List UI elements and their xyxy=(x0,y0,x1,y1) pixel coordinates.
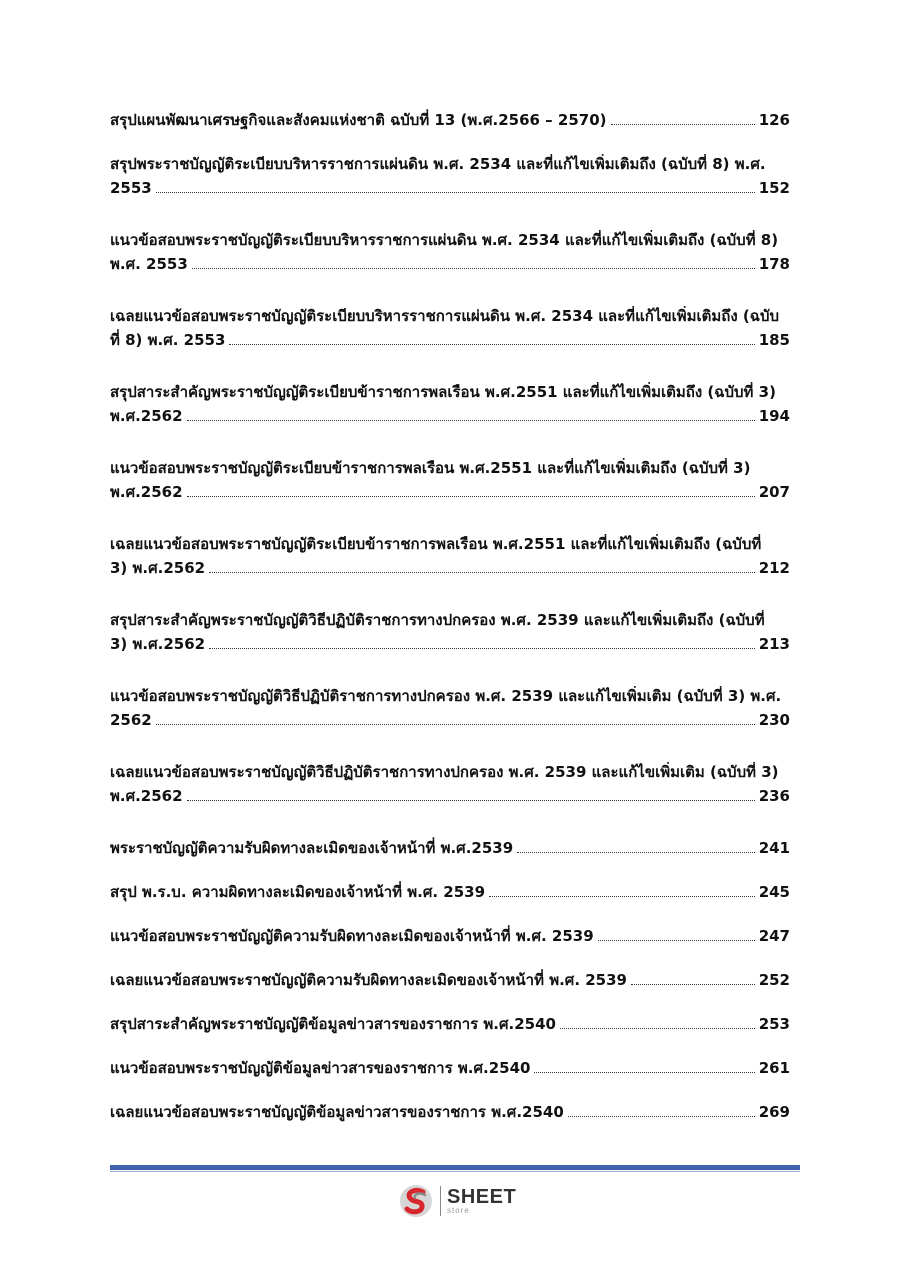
toc-entry[interactable] xyxy=(110,1014,790,1038)
footer-rule-thin xyxy=(110,1171,800,1172)
dot-leader xyxy=(598,940,755,941)
toc-page-number: 126 xyxy=(758,111,790,129)
toc-page-number: 245 xyxy=(758,883,790,901)
toc-entry[interactable] xyxy=(110,458,790,514)
toc-page-number: 178 xyxy=(758,255,790,273)
dot-leader xyxy=(489,896,755,897)
toc-entry-title-cont: พ.ศ. 2553 xyxy=(110,255,188,273)
toc-page-number: 213 xyxy=(758,635,790,653)
toc-page-number: 207 xyxy=(758,483,790,501)
toc-page-number: 247 xyxy=(758,927,790,945)
dot-leader xyxy=(631,984,755,985)
toc-entry-title-cont: พ.ศ.2562 xyxy=(110,787,183,805)
dot-leader xyxy=(560,1028,755,1029)
footer-brand xyxy=(398,1183,516,1219)
toc-entry-title: พระราชบัญญัติความรับผิดทางละเมิดของเจ้าหน้าที่ พ.ศ.2539 xyxy=(110,839,514,857)
toc-entry-title-cont: พ.ศ.2562 xyxy=(110,407,183,425)
toc-entry-title: แนวข้อสอบพระราชบัญญัติข้อมูลข่าวสารของราชการ พ.ศ.2540 xyxy=(110,1059,531,1077)
toc-entry-title: แนวข้อสอบพระราชบัญญัติความรับผิดทางละเมิดของเจ้าหน้าที่ พ.ศ. 2539 xyxy=(110,927,594,945)
dot-leader xyxy=(156,724,755,725)
toc-entry-title: สรุป พ.ร.บ. ความผิดทางละเมิดของเจ้าหน้าที่ พ.ศ. 2539 xyxy=(110,883,486,901)
dot-leader xyxy=(517,852,755,853)
toc-page-number: 152 xyxy=(758,179,790,197)
toc-entry-title-cont: 3) พ.ศ.2562 xyxy=(110,559,206,577)
brand-name: SHEET xyxy=(447,1186,517,1208)
footer-divider xyxy=(440,1186,441,1216)
toc-entry[interactable] xyxy=(110,970,790,994)
toc-entry-title-cont: 2562 xyxy=(110,711,152,729)
toc-entry-title-cont: ที่ 8) พ.ศ. 2553 xyxy=(110,331,226,349)
brand-subtitle: store xyxy=(447,1206,470,1215)
toc-entry[interactable] xyxy=(110,154,790,210)
table-of-contents xyxy=(110,110,790,1146)
toc-entry-title: สรุปพระราชบัญญัติระเบียบบริหารราชการแผ่นดิน พ.ศ. 2534 และที่แก้ไขเพิ่มเติมถึง (ฉบับที่ 8) พ.ศ. xyxy=(110,155,766,173)
toc-page-number: 230 xyxy=(758,711,790,729)
toc-entry[interactable] xyxy=(110,306,790,362)
toc-entry[interactable] xyxy=(110,1102,790,1126)
toc-entry-title: แนวข้อสอบพระราชบัญญัติวิธีปฏิบัติราชการทางปกครอง พ.ศ. 2539 และแก้ไขเพิ่มเติม (ฉบับที่ 3) พ.ศ. xyxy=(110,687,782,705)
toc-entry-title: เฉลยแนวข้อสอบพระราชบัญญัติข้อมูลข่าวสารของราชการ พ.ศ.2540 xyxy=(110,1103,564,1121)
toc-entry[interactable] xyxy=(110,838,790,862)
toc-entry[interactable] xyxy=(110,610,790,666)
toc-entry-title-cont: พ.ศ.2562 xyxy=(110,483,183,501)
toc-entry-title: สรุปสาระสำคัญพระราชบัญญัติวิธีปฏิบัติราชการทางปกครอง พ.ศ. 2539 และแก้ไขเพิ่มเติมถึง (ฉบับที่ xyxy=(110,611,765,629)
toc-entry-title: เฉลยแนวข้อสอบพระราชบัญญัติระเบียบข้าราชการพลเรือน พ.ศ.2551 และที่แก้ไขเพิ่มเติมถึง (ฉบับที่ xyxy=(110,535,762,553)
toc-page-number: 252 xyxy=(758,971,790,989)
toc-entry[interactable] xyxy=(110,686,790,742)
toc-page-number: 261 xyxy=(758,1059,790,1077)
toc-entry[interactable] xyxy=(110,926,790,950)
dot-leader xyxy=(156,192,755,193)
toc-page-number: 185 xyxy=(758,331,790,349)
toc-entry[interactable] xyxy=(110,534,790,590)
brand-text xyxy=(447,1187,516,1215)
toc-entry[interactable] xyxy=(110,1058,790,1082)
toc-entry-title: สรุปสาระสำคัญพระราชบัญญัติระเบียบข้าราชการพลเรือน พ.ศ.2551 และที่แก้ไขเพิ่มเติมถึง (ฉบับที่ 3) xyxy=(110,383,776,401)
toc-page-number: 253 xyxy=(758,1015,790,1033)
dot-leader xyxy=(611,124,755,125)
toc-entry[interactable] xyxy=(110,762,790,818)
dot-leader xyxy=(229,344,754,345)
toc-entry-title: เฉลยแนวข้อสอบพระราชบัญญัติวิธีปฏิบัติราชการทางปกครอง พ.ศ. 2539 และแก้ไขเพิ่มเติม (ฉบับที่ 3) xyxy=(110,763,779,781)
footer-rule xyxy=(110,1165,800,1170)
toc-entry-title: เฉลยแนวข้อสอบพระราชบัญญัติความรับผิดทางละเมิดของเจ้าหน้าที่ พ.ศ. 2539 xyxy=(110,971,627,989)
toc-entry[interactable] xyxy=(110,382,790,438)
dot-leader xyxy=(187,420,755,421)
toc-page-number: 269 xyxy=(758,1103,790,1121)
toc-page-number: 194 xyxy=(758,407,790,425)
toc-entry[interactable] xyxy=(110,230,790,286)
dot-leader xyxy=(534,1072,754,1073)
toc-entry-title: สรุปสาระสำคัญพระราชบัญญัติข้อมูลข่าวสารของราชการ พ.ศ.2540 xyxy=(110,1015,556,1033)
toc-entry-title: แนวข้อสอบพระราชบัญญัติระเบียบข้าราชการพลเรือน พ.ศ.2551 และที่แก้ไขเพิ่มเติมถึง (ฉบับที่ 3) xyxy=(110,459,751,477)
toc-entry-title: แนวข้อสอบพระราชบัญญัติระเบียบบริหารราชการแผ่นดิน พ.ศ. 2534 และที่แก้ไขเพิ่มเติมถึง (ฉบับที่ 8) xyxy=(110,231,779,249)
toc-entry[interactable] xyxy=(110,110,790,134)
dot-leader xyxy=(187,800,755,801)
toc-entry-title-cont: 2553 xyxy=(110,179,152,197)
toc-page-number: 236 xyxy=(758,787,790,805)
dot-leader xyxy=(192,268,755,269)
toc-page-number: 241 xyxy=(758,839,790,857)
toc-page-number: 212 xyxy=(758,559,790,577)
toc-entry-title: สรุปแผนพัฒนาเศรษฐกิจและสังคมแห่งชาติ ฉบับที่ 13 (พ.ศ.2566 – 2570) xyxy=(110,111,607,129)
dot-leader xyxy=(187,496,755,497)
toc-entry[interactable] xyxy=(110,882,790,906)
toc-entry-title-cont: 3) พ.ศ.2562 xyxy=(110,635,206,653)
dot-leader xyxy=(209,648,755,649)
dot-leader xyxy=(568,1116,755,1117)
toc-entry-title: เฉลยแนวข้อสอบพระราชบัญญัติระเบียบบริหารราชการแผ่นดิน พ.ศ. 2534 และที่แก้ไขเพิ่มเติมถึง (ฉบับ xyxy=(110,307,780,325)
sheet-store-logo-icon xyxy=(398,1183,434,1219)
dot-leader xyxy=(209,572,755,573)
